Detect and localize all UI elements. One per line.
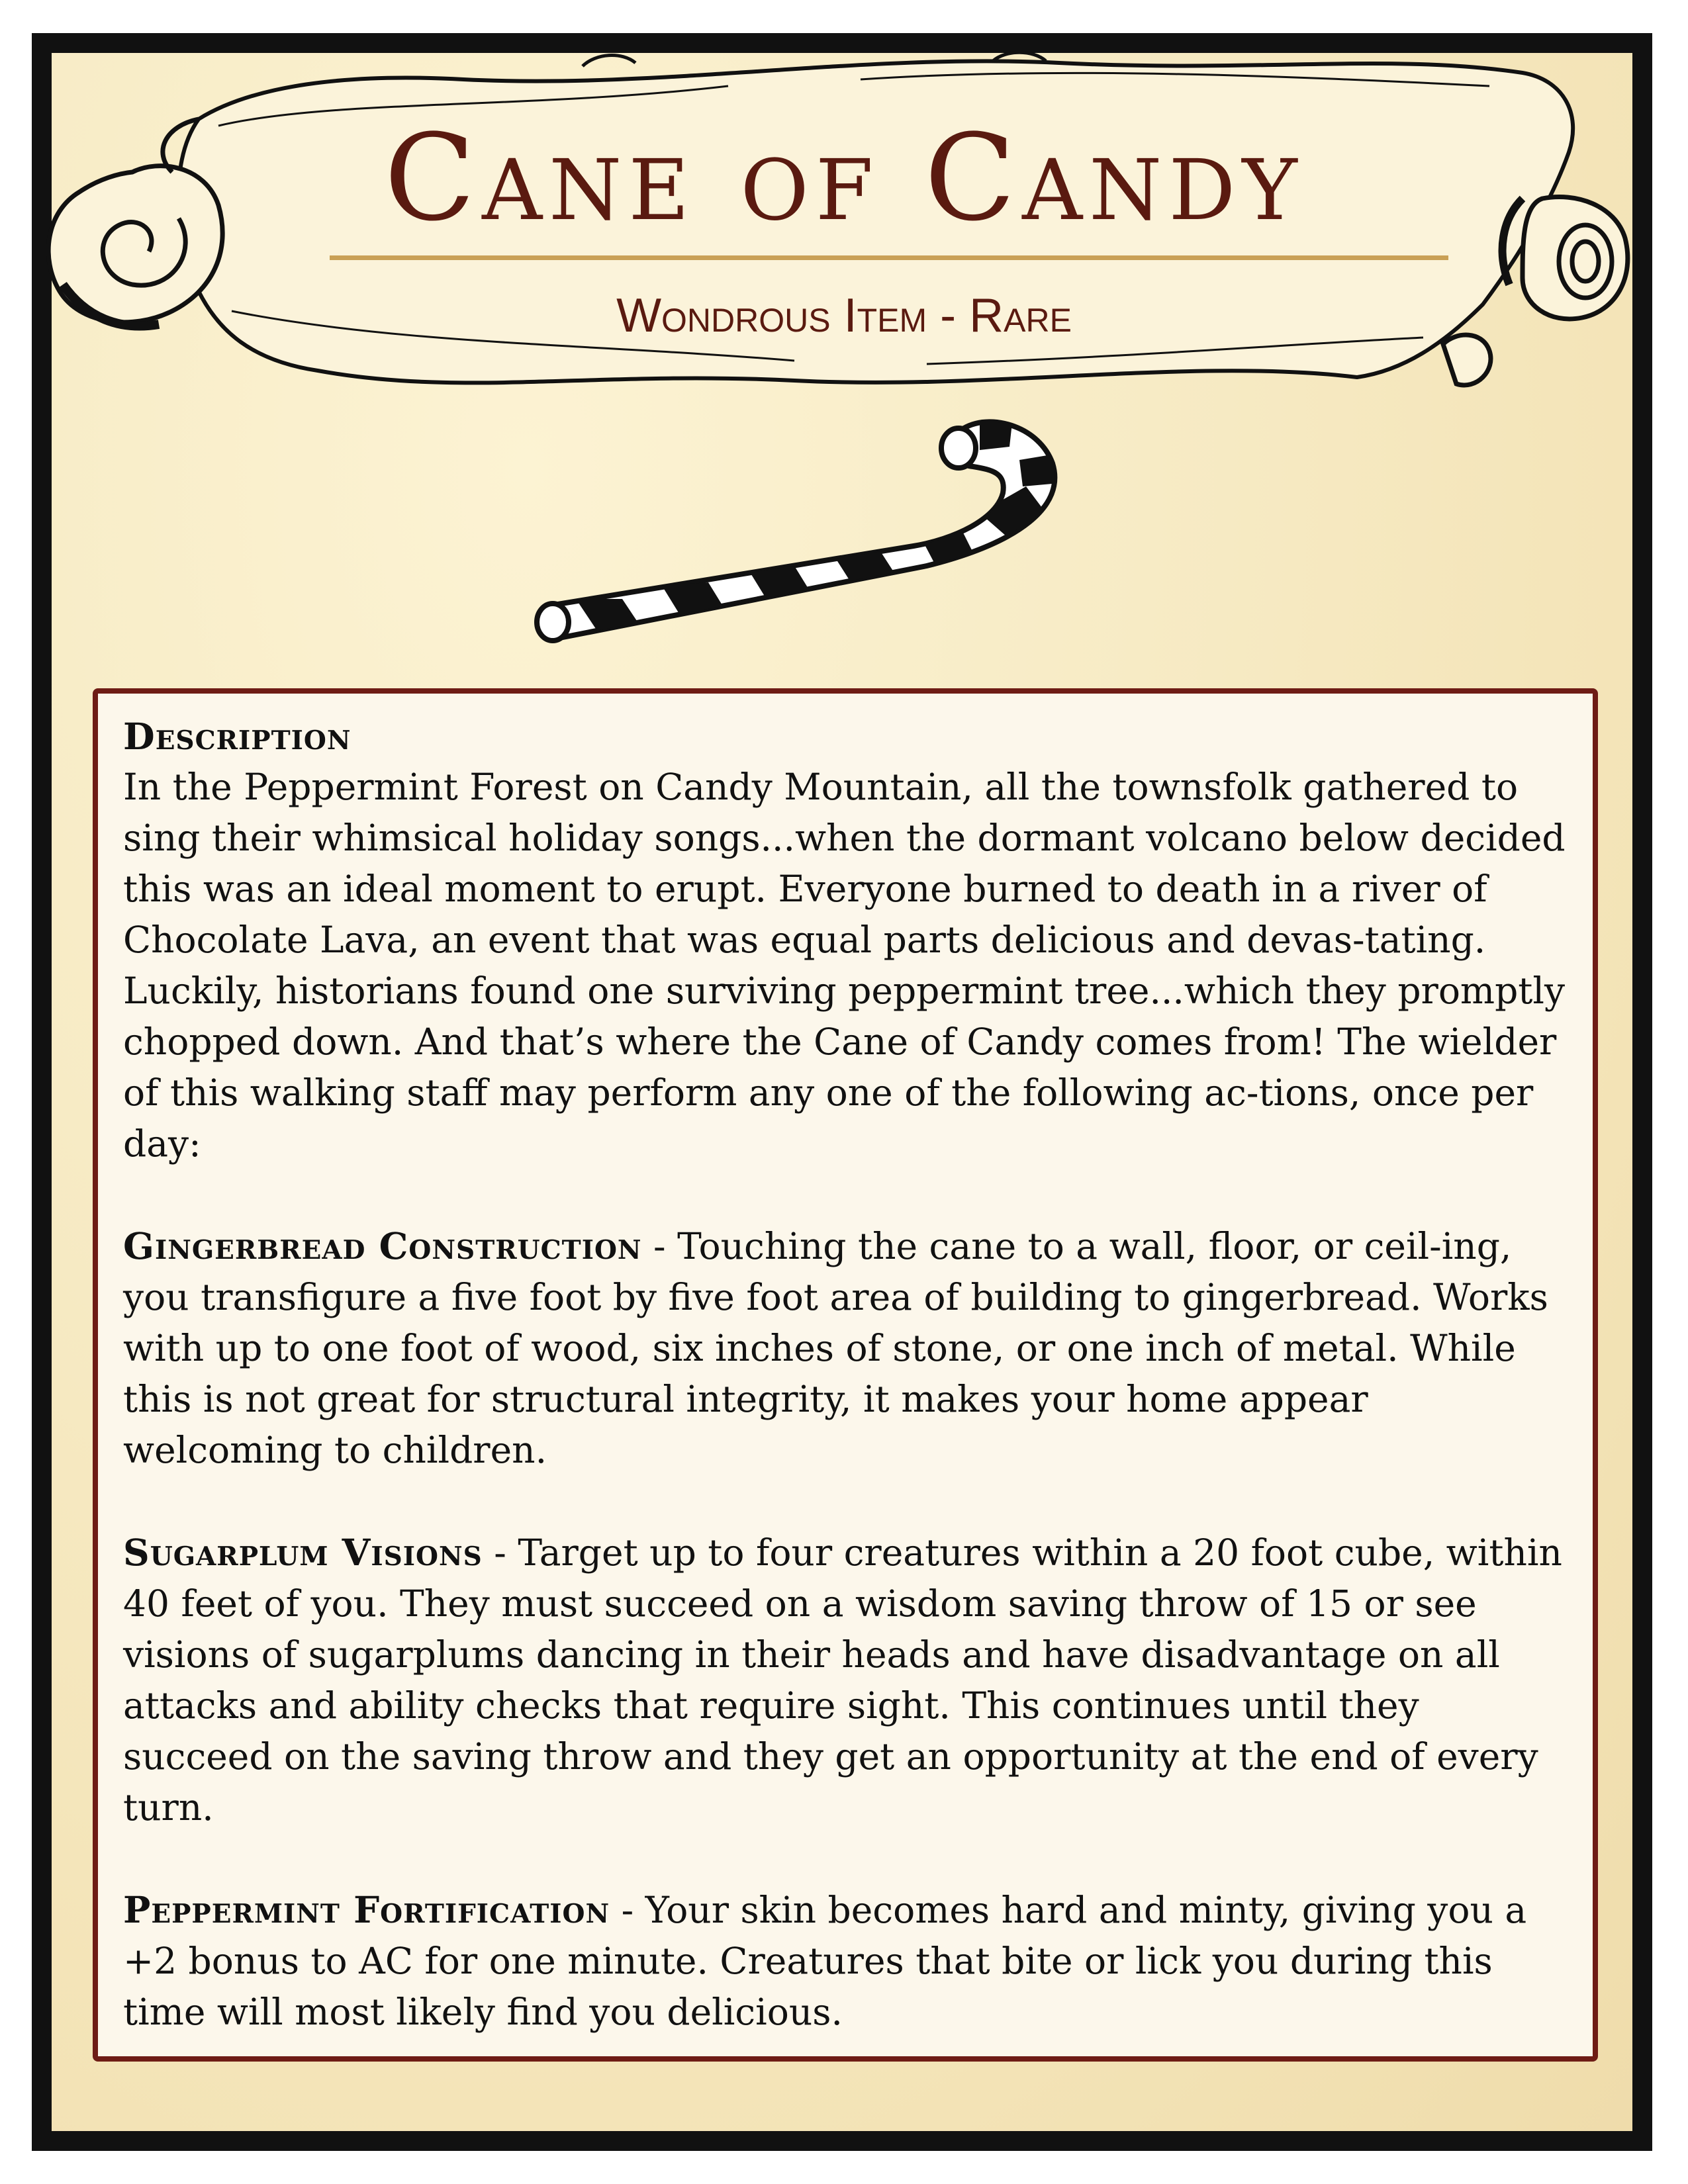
ability-text: - Your skin becomes hard and minty, giving you a +2 bonus to AC for one minute. Creatures that bite or lick you during this time will most likely find you delicious.: [123, 1889, 1527, 2033]
candy-cane-icon: [516, 400, 1139, 678]
ability-name: Peppermint Fortification: [123, 1888, 610, 1931]
description-panel: [93, 688, 1598, 2062]
ability-sugarplum: [123, 1527, 1568, 1833]
description-text: In the Peppermint Forest on Candy Mountain, all the townsfolk gathered to sing their whimsical holiday songs...when the dormant volcano below decided this was an ideal moment to erupt. Everyone burned to death in a river of Chocolate Lava, an event that was equal parts delicious and devas-tating. Luckily, historians found one surviving peppermint tree...which they promptly chopped down. And that’s where the Cane of Candy comes from! The wielder of this walking staff may perform any one of the following ac-tions, once per day:: [123, 766, 1566, 1165]
ability-peppermint: [123, 1884, 1568, 2038]
ability-name: Sugarplum Visions: [123, 1531, 483, 1574]
ability-text: - Target up to four creatures within a 20 foot cube, within 40 feet of you. They must succeed on a wisdom saving throw of 15 or see visions of sugarplums dancing in their heads and have disadvantage on all attacks and ability checks that require sight. This continues until they succeed on the saving throw and they get an opportunity at the end of every turn.: [123, 1531, 1562, 1829]
ability-text: - Touching the cane to a wall, floor, or ceil-ing, you transfigure a five foot by five foot area of building to gingerbread. Works with up to one foot of wood, six inches of stone, or one inch of metal. While this is not great for structural integrity, it makes your home appear welcoming to children.: [123, 1225, 1548, 1471]
item-subtitle: Wondrous Item - Rare: [616, 289, 1072, 342]
title-divider: [330, 255, 1448, 260]
ability-gingerbread: [123, 1220, 1568, 1476]
ability-name: Gingerbread Construction: [123, 1224, 642, 1267]
item-title: Cane of Candy: [384, 109, 1304, 248]
description-heading: Description: [123, 715, 352, 758]
